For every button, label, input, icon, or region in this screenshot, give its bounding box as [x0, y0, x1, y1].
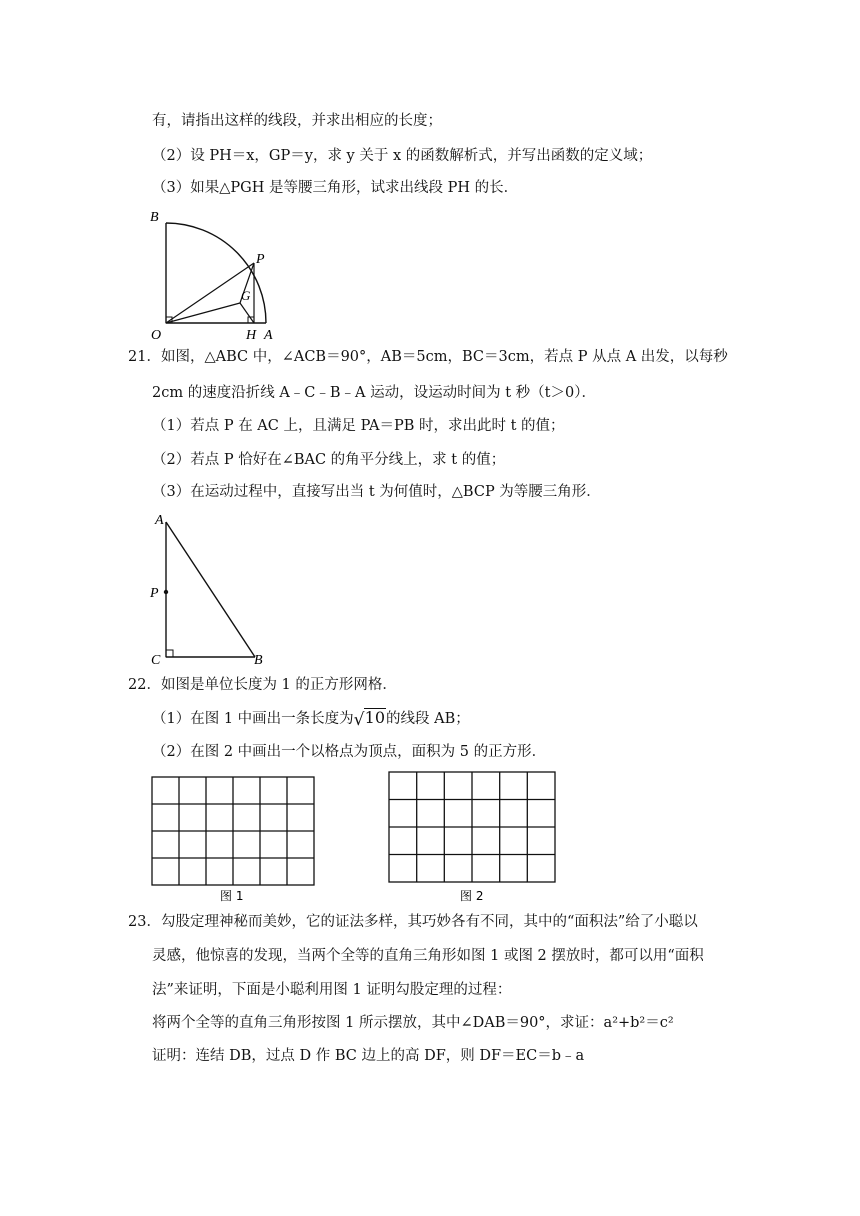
- q22-radicand: 10: [364, 708, 386, 727]
- q20-continuation: 有，请指出这样的线段，并求出相应的长度；: [152, 113, 442, 129]
- q20-label-b: B: [150, 210, 159, 225]
- q22-part1-prefix: （1）在图 1 中画出一条长度为: [152, 711, 354, 727]
- q20-part3: （3）如果△PGH 是等腰三角形，试求出线段 PH 的长．: [152, 180, 519, 196]
- q22-part1: [152, 708, 470, 730]
- q20-label-g: G: [241, 288, 251, 303]
- q20-figure: [145, 203, 285, 343]
- q20-label-p: P: [256, 252, 265, 267]
- q21-part2: （2）若点 P 恰好在∠BAC 的角平分线上，求 t 的值；: [152, 452, 506, 468]
- q23-line5: 证明：连结 DB，过点 D 作 BC 边上的高 DF，则 DF＝EC＝b﹣a: [152, 1048, 585, 1064]
- sqrt-symbol-icon: √: [353, 710, 365, 730]
- figure-2-caption: 图 2: [460, 889, 484, 903]
- q21-label-p: P: [150, 586, 159, 601]
- q21-figure: [145, 508, 275, 668]
- q21-label-b: B: [254, 653, 263, 668]
- q21-part3: （3）在运动过程中，直接写出当 t 为何值时，△BCP 为等腰三角形．: [152, 484, 601, 500]
- q21-label-c: C: [151, 653, 161, 668]
- q20-part2: （2）设 PH＝x，GP＝y，求 y 关于 x 的函数解析式，并写出函数的定义域；: [152, 148, 653, 164]
- q21-line1: 21．如图，△ABC 中，∠ACB＝90°，AB＝5cm，BC＝3cm，若点 P 从点 A 出发，以每秒: [128, 349, 728, 365]
- q23-line4: 将两个全等的直角三角形按图 1 所示摆放，其中∠DAB＝90°，求证：a²+b²＝c²: [152, 1015, 674, 1031]
- q21-line2: 2cm 的速度沿折线 A﹣C﹣B﹣A 运动，设运动时间为 t 秒（t＞0）．: [152, 385, 596, 401]
- q22-figure-1: [150, 774, 320, 904]
- q22-part1-suffix: 的线段 AB；: [386, 711, 470, 727]
- q20-label-h: H: [246, 328, 257, 343]
- q22-line1: 22．如图是单位长度为 1 的正方形网格．: [128, 677, 397, 693]
- figure-1-caption: 图 1: [220, 889, 244, 903]
- q22-part2: （2）在图 2 中画出一个以格点为顶点，面积为 5 的正方形．: [152, 744, 547, 760]
- q23-line2: 灵感，他惊喜的发现，当两个全等的直角三角形如图 1 或图 2 摆放时，都可以用“面积: [152, 948, 704, 964]
- q22-figure-2: [386, 768, 558, 904]
- q21-part1: （1）若点 P 在 AC 上，且满足 PA＝PB 时，求出此时 t 的值；: [152, 418, 565, 434]
- q20-label-a: A: [264, 328, 273, 343]
- q23-line3: 法”来证明，下面是小聪利用图 1 证明勾股定理的过程：: [152, 982, 512, 998]
- q23-line1: 23．勾股定理神秘而美妙，它的证法多样，其巧妙各有不同，其中的“面积法”给了小聪以: [128, 914, 698, 930]
- q20-label-o: O: [151, 328, 162, 343]
- q21-label-a: A: [155, 513, 164, 528]
